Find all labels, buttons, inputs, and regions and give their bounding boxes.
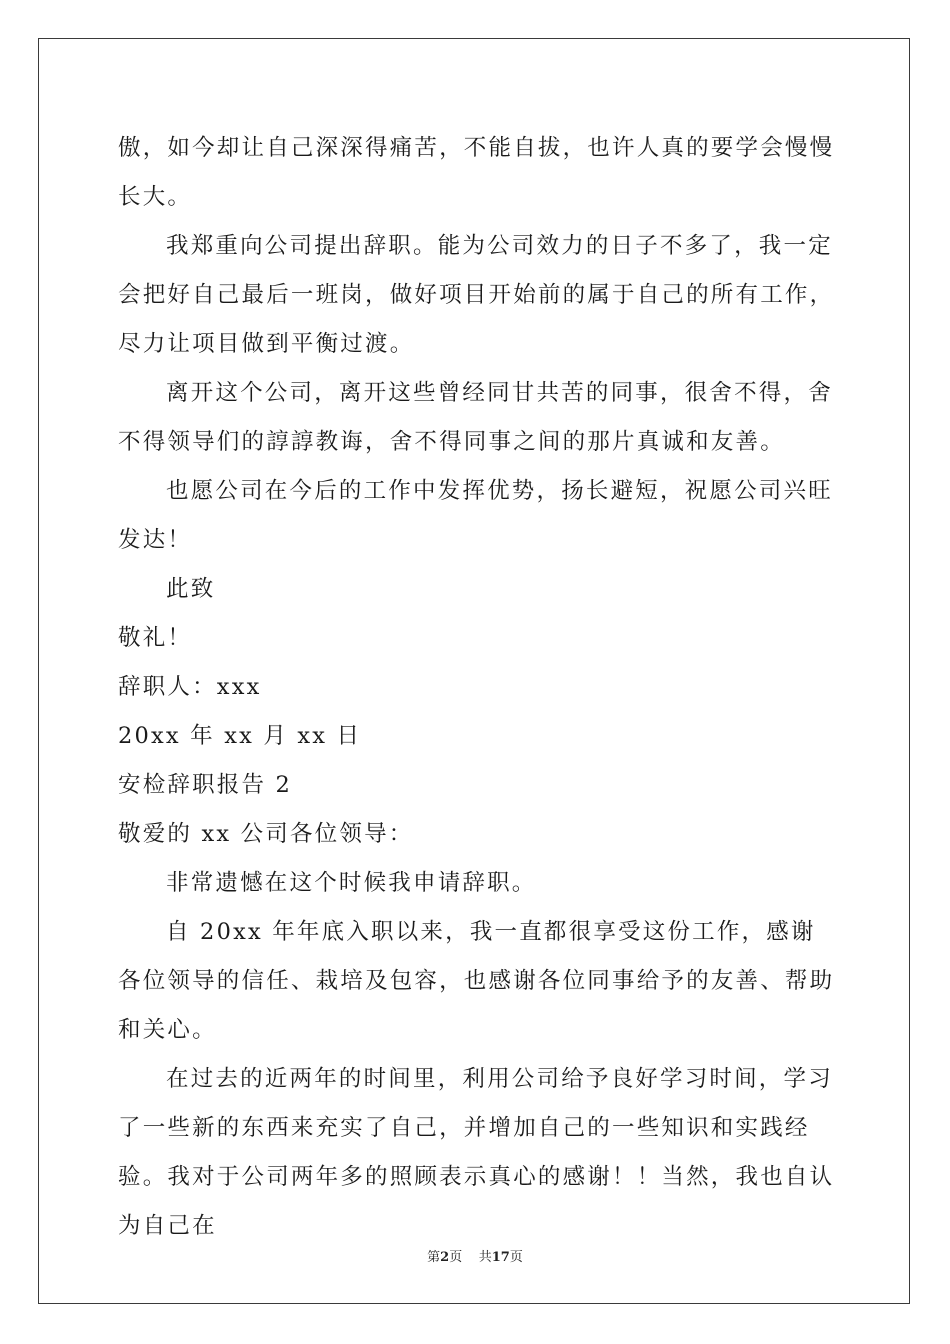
closing-salutation: 此致 (166, 576, 216, 602)
paragraph: 傲，如今却让自己深深得痛苦，不能自拔，也许人真的要学会慢慢长大。 (118, 135, 835, 210)
signature-line: 辞职人：xxx (118, 674, 262, 700)
page-prefix: 第 (427, 1250, 441, 1265)
closing-regards: 敬礼！ (118, 625, 193, 651)
paragraph: 也愿公司在今后的工作中发挥优势，扬长避短，祝愿公司兴旺发达！ (118, 478, 833, 553)
paragraph: 非常遗憾在这个时候我申请辞职。 (166, 870, 537, 896)
date-line: 20xx 年 xx 月 xx 日 (118, 723, 362, 749)
section-title: 安检辞职报告 2 (118, 772, 293, 798)
document-body (118, 124, 838, 1251)
page-suffix: 页 (449, 1250, 463, 1265)
paragraph: 自 20xx 年年底入职以来，我一直都很享受这份工作，感谢各位领导的信任、栽培及包容，也感谢各位同事给予的友善、帮助和关心。 (118, 919, 835, 1043)
paragraph: 我郑重向公司提出辞职。能为公司效力的日子不多了，我一定会把好自己最后一班岗，做好项目开始前的属于自己的所有工作，尽力让项目做到平衡过渡。 (118, 233, 835, 357)
total-suffix: 页 (509, 1250, 523, 1265)
greeting-line: 敬爱的 xx 公司各位领导： (118, 821, 414, 847)
total-pages: 17 (491, 1250, 510, 1265)
page-footer (0, 1246, 950, 1265)
paragraph: 在过去的近两年的时间里，利用公司给予良好学习时间，学习了一些新的东西来充实了自己，并增加自己的一些知识和实践经验。我对于公司两年多的照顾表示真心的感谢！！当然，我也自认为自己在 (118, 1066, 835, 1239)
paragraph: 离开这个公司，离开这些曾经同甘共苦的同事，很舍不得，舍不得领导们的諄諄教诲，舍不得同事之间的那片真诚和友善。 (118, 380, 833, 455)
total-prefix: 共 (478, 1250, 492, 1265)
page-number: 2 (440, 1250, 450, 1265)
